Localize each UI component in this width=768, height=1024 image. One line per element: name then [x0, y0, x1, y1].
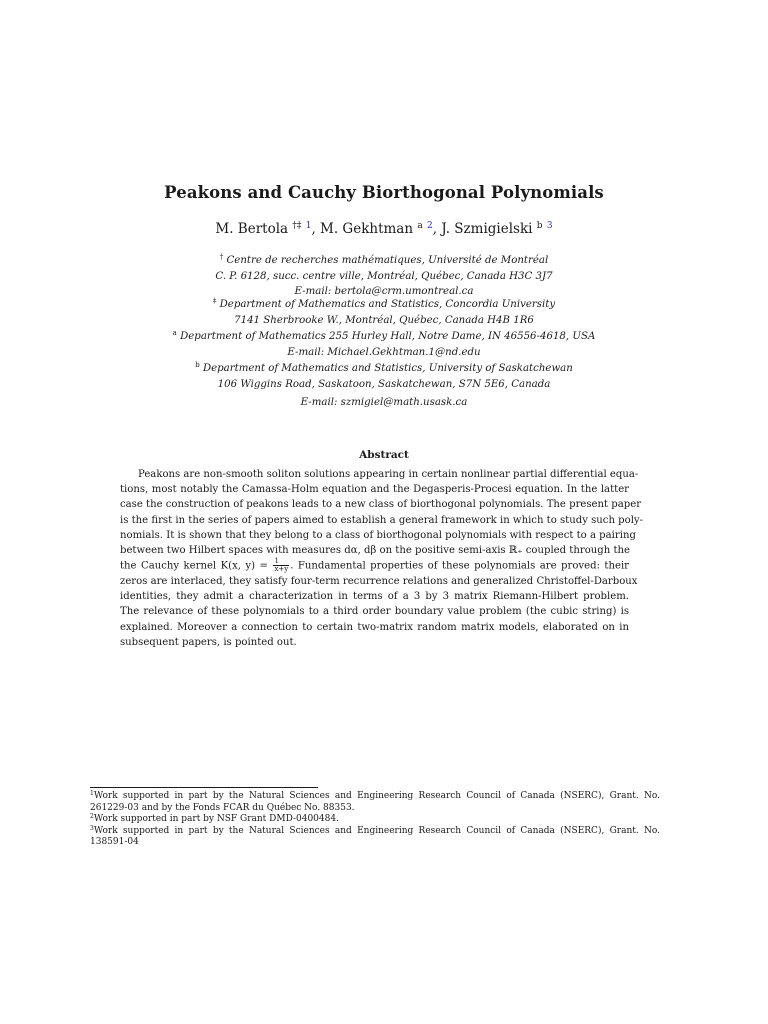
- footnote-mark: 1: [90, 790, 94, 797]
- fraction-denominator: x+y: [274, 565, 289, 574]
- affiliation-crm: [0, 253, 768, 300]
- author-separator: ,: [432, 221, 442, 237]
- author-bertola-affiliation-marks: †‡: [292, 221, 302, 231]
- abstract-line-with-formula: [120, 558, 629, 574]
- author-list: [0, 221, 768, 237]
- affiliation-institution: Centre de recherches mathématiques, Université de Montréal: [226, 255, 549, 266]
- author-gekhtman-affiliation-mark: a: [417, 221, 423, 231]
- author-szmigielski-affiliation-mark: b: [536, 221, 543, 231]
- abstract-line: subsequent papers, is pointed out.: [120, 636, 297, 648]
- footnote-text: Work supported in part by NSF Grant DMD-0400484.: [93, 814, 339, 824]
- affiliation-address: 106 Wiggins Road, Saskatoon, Saskatchewan, S7N 5E6, Canada: [217, 378, 551, 390]
- affiliation-notre-dame: [0, 329, 768, 360]
- footnote-ref-2[interactable]: 2: [427, 221, 433, 231]
- abstract-line-text: . Fundamental properties of these polynomials are proved: their: [290, 560, 629, 572]
- affiliation-mark: b: [195, 361, 200, 369]
- footnote-mark: 2: [90, 813, 94, 820]
- affiliation-institution: Department of Mathematics and Statistics, Concordia University: [219, 299, 556, 310]
- abstract-line: explained. Moreover a connection to certain two-matrix random matrix models, elaborated on in: [120, 621, 629, 633]
- abstract-line: tions, most notably the Camassa-Holm equation and the Degasperis-Procesi equation. In the latter: [120, 484, 629, 496]
- abstract-line: Peakons are non-smooth soliton solutions appearing in certain nonlinear partial differential equa-: [138, 469, 639, 480]
- abstract-line: is the first in the series of papers aimed to establish a general framework in which to study such poly-: [120, 514, 644, 526]
- footnote-mark: 3: [90, 824, 94, 832]
- paper-title: Peakons and Cauchy Biorthogonal Polynomials: [164, 183, 604, 202]
- abstract-line: between two Hilbert spaces with measures dα, dβ on the positive semi-axis ℝ₊ coupled through the: [120, 545, 630, 557]
- affiliation-institution: Department of Mathematics 255 Hurley Hall, Notre Dame, IN 46556-4618, USA: [180, 331, 596, 342]
- abstract-line: nomials. It is shown that they belong to a class of biorthogonal polynomials with respect to a pairing: [120, 529, 636, 541]
- footnote-text: Work supported in part by the Natural Sciences and Engineering Research Council of Canada (NSERC), Grant. No.: [93, 825, 660, 836]
- affiliation-email: E-mail: Michael.Gekhtman.1@nd.edu: [287, 346, 481, 358]
- author-bertola: M. Bertola: [215, 221, 289, 237]
- affiliation-address: C. P. 6128, succ. centre ville, Montréal, Québec, Canada H3C 3J7: [215, 270, 553, 282]
- affiliation-email-szmigielski: E-mail: szmigiel@math.usask.ca: [300, 397, 468, 408]
- abstract-line: case the construction of peakons leads to a new class of biorthogonal polynomials. The present paper: [120, 499, 642, 511]
- footnote-1-continued: 261229-03 and by the Fonds FCAR du Québec No. 88353.: [90, 802, 355, 813]
- affiliation-institution: Department of Mathematics and Statistics, University of Saskatchewan: [202, 363, 573, 374]
- affiliation-saskatchewan: [0, 361, 768, 392]
- footnote-2: [90, 814, 660, 826]
- author-separator: ,: [311, 221, 321, 237]
- footnote-3-continued: 138591-04: [90, 837, 139, 847]
- fraction-numerator: 1: [273, 558, 289, 566]
- affiliation-mark: a: [172, 329, 177, 337]
- author-szmigielski: J. Szmigielski: [441, 221, 533, 237]
- footnote-ref-1[interactable]: 1: [305, 221, 312, 231]
- footnotes: [90, 791, 660, 849]
- affiliation-address: 7141 Sherbrooke W., Montréal, Québec, Canada H4B 1R6: [234, 314, 534, 326]
- abstract-line-text: the Cauchy kernel K(x, y) =: [120, 560, 273, 572]
- cauchy-kernel-fraction: [273, 558, 289, 573]
- affiliation-email: E-mail: bertola@crm.umontreal.ca: [294, 286, 474, 297]
- abstract-line: zeros are interlaced, they satisfy four-term recurrence relations and generalized Christoffel-Darboux: [120, 575, 638, 587]
- author-gekhtman: M. Gekhtman: [320, 221, 414, 237]
- abstract-heading: Abstract: [359, 449, 409, 461]
- footnote-3: [90, 826, 660, 838]
- footnote-ref-3[interactable]: 3: [546, 221, 553, 231]
- affiliation-concordia: [0, 297, 768, 328]
- abstract-line: The relevance of these polynomials to a third order boundary value problem (the cubic string) is: [120, 606, 629, 618]
- affiliation-mark: †: [219, 253, 224, 261]
- footnote-divider: [90, 787, 318, 788]
- abstract-line: identities, they admit a characterization in terms of a 3 by 3 matrix Riemann-Hilbert problem.: [120, 591, 629, 603]
- affiliation-mark: ‡: [212, 297, 217, 305]
- footnote-1: [90, 791, 660, 803]
- footnote-text: Work supported in part by the Natural Sciences and Engineering Research Council of Canada (NSERC), Grant. No.: [93, 791, 660, 801]
- abstract-body: [120, 467, 644, 650]
